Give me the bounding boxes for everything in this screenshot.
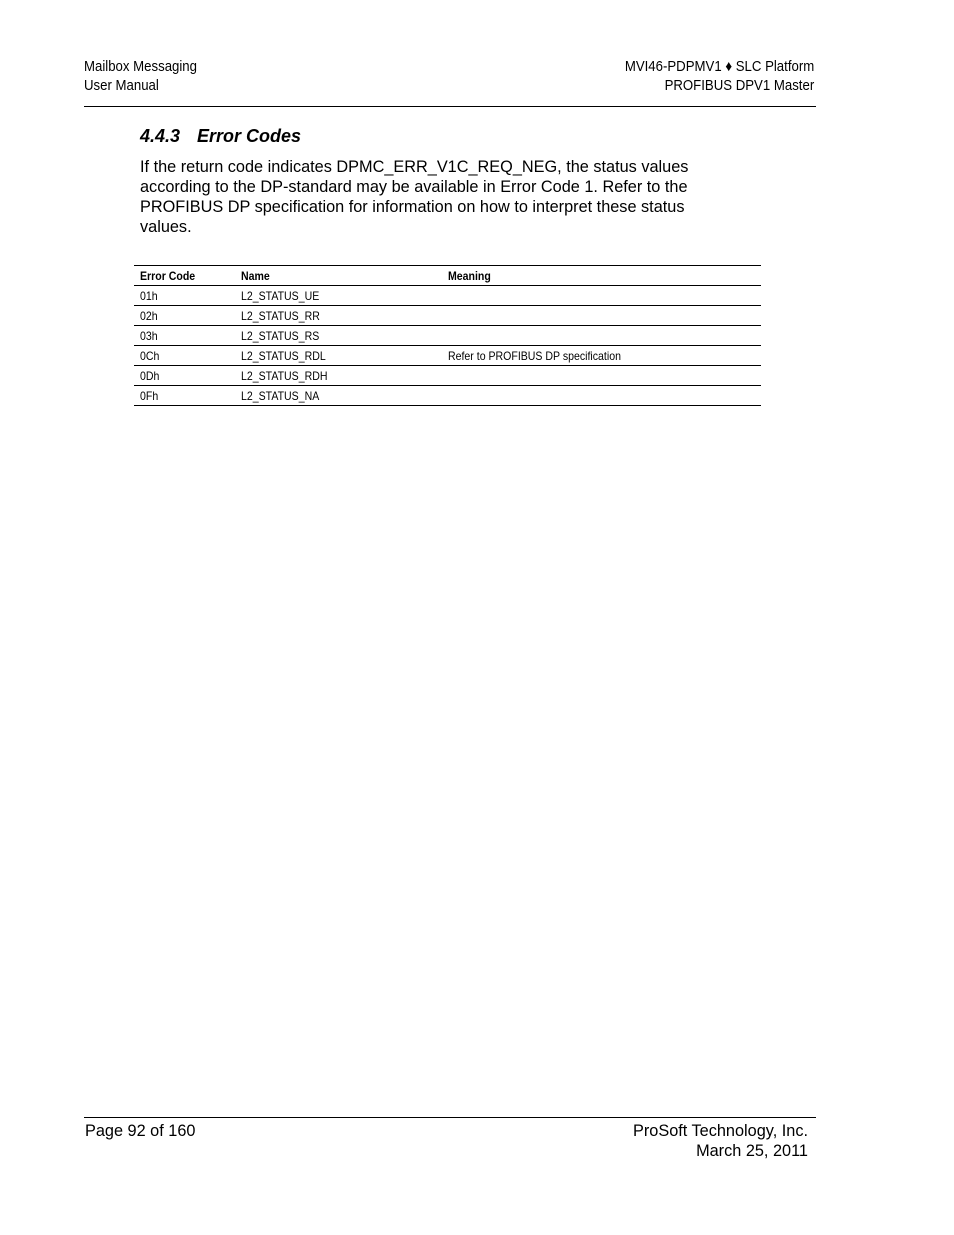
section-title: Error Codes: [197, 126, 302, 146]
header-product: MVI46-PDPMV1 ♦ SLC Platform: [624, 58, 814, 75]
meaning-cell: [442, 306, 761, 326]
name-cell: L2_STATUS_RDL: [235, 346, 442, 366]
table-header-row: [134, 266, 761, 286]
column-header-name: Name: [235, 266, 442, 286]
name-cell: L2_STATUS_UE: [235, 286, 442, 306]
footer-right: [633, 1121, 808, 1161]
error-code-cell: 0Fh: [134, 386, 235, 406]
meaning-cell: Refer to PROFIBUS DP specification: [442, 346, 761, 366]
meaning-cell: [442, 326, 761, 346]
page-header: [84, 57, 816, 107]
column-header-meaning: Meaning: [442, 266, 761, 286]
name-cell: L2_STATUS_RS: [235, 326, 442, 346]
error-code-cell: 0Dh: [134, 366, 235, 386]
page-footer: [84, 1117, 816, 1168]
table-row: [134, 286, 761, 306]
meaning-cell: [442, 286, 761, 306]
name-cell: L2_STATUS_NA: [235, 386, 442, 406]
column-header-error-code: Error Code: [134, 266, 235, 286]
section-number: 4.4.3: [140, 126, 181, 146]
footer-company: ProSoft Technology, Inc.: [633, 1122, 808, 1140]
header-product-subtitle: PROFIBUS DPV1 Master: [664, 77, 814, 94]
error-code-cell: 0Ch: [134, 346, 235, 366]
header-left: [84, 57, 197, 95]
table-row: [134, 386, 761, 406]
page-number: Page 92 of 160: [85, 1122, 196, 1140]
table-row: [134, 306, 761, 326]
error-code-cell: 03h: [134, 326, 235, 346]
header-right: [625, 57, 814, 95]
table-row: [134, 346, 761, 366]
table-row: [134, 326, 761, 346]
error-code-cell: 01h: [134, 286, 235, 306]
meaning-cell: [442, 366, 761, 386]
section-heading: [140, 126, 301, 147]
name-cell: L2_STATUS_RR: [235, 306, 442, 326]
header-doc-type: User Manual: [84, 77, 159, 94]
error-code-cell: 02h: [134, 306, 235, 326]
footer-date: March 25, 2011: [696, 1142, 808, 1160]
error-codes-table: [134, 265, 761, 406]
name-cell: L2_STATUS_RDH: [235, 366, 442, 386]
table-row: [134, 366, 761, 386]
header-section-name: Mailbox Messaging: [84, 58, 197, 75]
meaning-cell: [442, 386, 761, 406]
section-paragraph: If the return code indicates DPMC_ERR_V1C_REQ_NEG, the status values according to the DP-standard may be available in Error Code 1. Refer to the PROFIBUS DP specification for information on how to interpret these status values.: [140, 158, 689, 236]
